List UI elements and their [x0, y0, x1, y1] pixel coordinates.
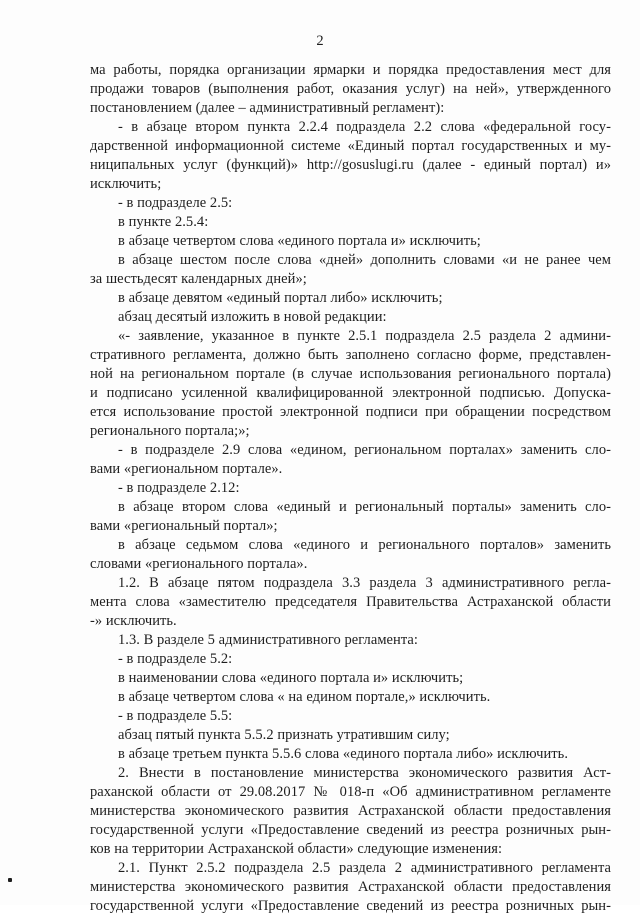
text-line: государственной услуги «Предоставление сведений из реестра розничных рын-: [90, 822, 611, 838]
text-line: абзац пятый пункта 5.5.2 признать утратившим силу;: [118, 727, 450, 743]
text-line: в абзаце седьмом слова «единого и регионального порталов» заменить: [118, 537, 611, 553]
text-line: ниципальных услуг (функций)» http://gosuslugi.ru (далее - единый портал) и»: [90, 157, 611, 173]
text-line: государственной услуги «Предоставление сведений из реестра розничных рын-: [90, 898, 611, 914]
text-line: в абзаце втором слова «единый и региональный порталы» заменить сло-: [118, 499, 611, 515]
text-line: - в абзаце втором пункта 2.2.4 подраздела 2.2 слова «федеральной госу-: [118, 119, 611, 135]
text-line: 2.1. Пункт 2.5.2 подраздела 2.5 раздела 2 административного регламента: [118, 860, 611, 876]
text-line: за шестьдесят календарных дней»;: [90, 271, 307, 287]
text-line: раханской области от 29.08.2017 № 018-п «Об административном регламенте: [90, 784, 611, 800]
text-line: министерства экономического развития Астраханской области предоставления: [90, 803, 611, 819]
text-line: 1.2. В абзаце пятом подраздела 3.3 раздела 3 административного регла-: [118, 575, 611, 591]
text-line: в абзаце третьем пункта 5.5.6 слова «единого портала либо» исключить.: [118, 746, 568, 762]
text-line: в абзаце шестом после слова «дней» дополнить словами «и не ранее чем: [118, 252, 611, 268]
text-line: ков на территории Астраханской области» следующие изменения:: [90, 841, 503, 857]
text-line: - в подразделе 2.12:: [118, 480, 240, 496]
text-line: в наименовании слова «единого портала и» исключить;: [118, 670, 464, 686]
text-line: дарственной информационной системе «Единый портал государственных и му-: [90, 138, 611, 154]
text-line: 2. Внести в постановление министерства экономического развития Аст-: [118, 765, 611, 781]
text-line: и подписано усиленной квалифицированной электронной подписью. Допуска-: [90, 385, 611, 401]
text-line: абзац десятый изложить в новой редакции:: [118, 309, 387, 325]
text-line: в абзаце четвертом слова «единого портала и» исключить;: [118, 233, 481, 249]
text-line: вами «региональный портал»;: [90, 518, 278, 534]
text-line: ма работы, порядка организации ярмарки и порядка предоставления мест для: [90, 62, 611, 78]
text-line: продажи товаров (выполнения работ, оказания услуг) на ней», утвержденного: [90, 81, 611, 97]
text-line: ется использование простой электронной подписи при обращении посредством: [90, 404, 611, 420]
text-line: вами «региональном портале».: [90, 461, 283, 477]
text-line: в абзаце четвертом слова « на едином портале,» исключить.: [118, 689, 491, 705]
text-line: ной на региональном портале (в случае использования регионального портала): [90, 366, 611, 382]
text-line: регионального портала;»;: [90, 423, 250, 439]
text-line: - в подразделе 2.9 слова «едином, региональном порталах» заменить сло-: [118, 442, 611, 458]
text-line: -» исключить.: [90, 613, 177, 629]
text-line: мента слова «заместителю председателя Правительства Астраханской области: [90, 594, 611, 610]
page-number: 2: [316, 33, 324, 49]
text-line: министерства экономического развития Астраханской области предоставления: [90, 879, 611, 895]
text-line: - в подразделе 2.5:: [118, 195, 233, 211]
text-line: в пункте 2.5.4:: [118, 214, 209, 230]
text-line: 1.3. В разделе 5 административного регламента:: [118, 632, 418, 648]
text-line: стративного регламента, должно быть заполнено согласно форме, представлен-: [90, 347, 611, 363]
scan-artifact-mark: [8, 878, 12, 882]
text-line: в абзаце девятом «единый портал либо» исключить;: [118, 290, 443, 306]
text-line: - в подразделе 5.5:: [118, 708, 233, 724]
text-line: - в подразделе 5.2:: [118, 651, 233, 667]
text-line: «- заявление, указанное в пункте 2.5.1 подраздела 2.5 раздела 2 админи-: [118, 328, 611, 344]
text-line: словами «регионального портала».: [90, 556, 308, 572]
text-line: постановлением (далее – административный регламент):: [90, 100, 445, 116]
text-line: исключить;: [90, 176, 162, 192]
